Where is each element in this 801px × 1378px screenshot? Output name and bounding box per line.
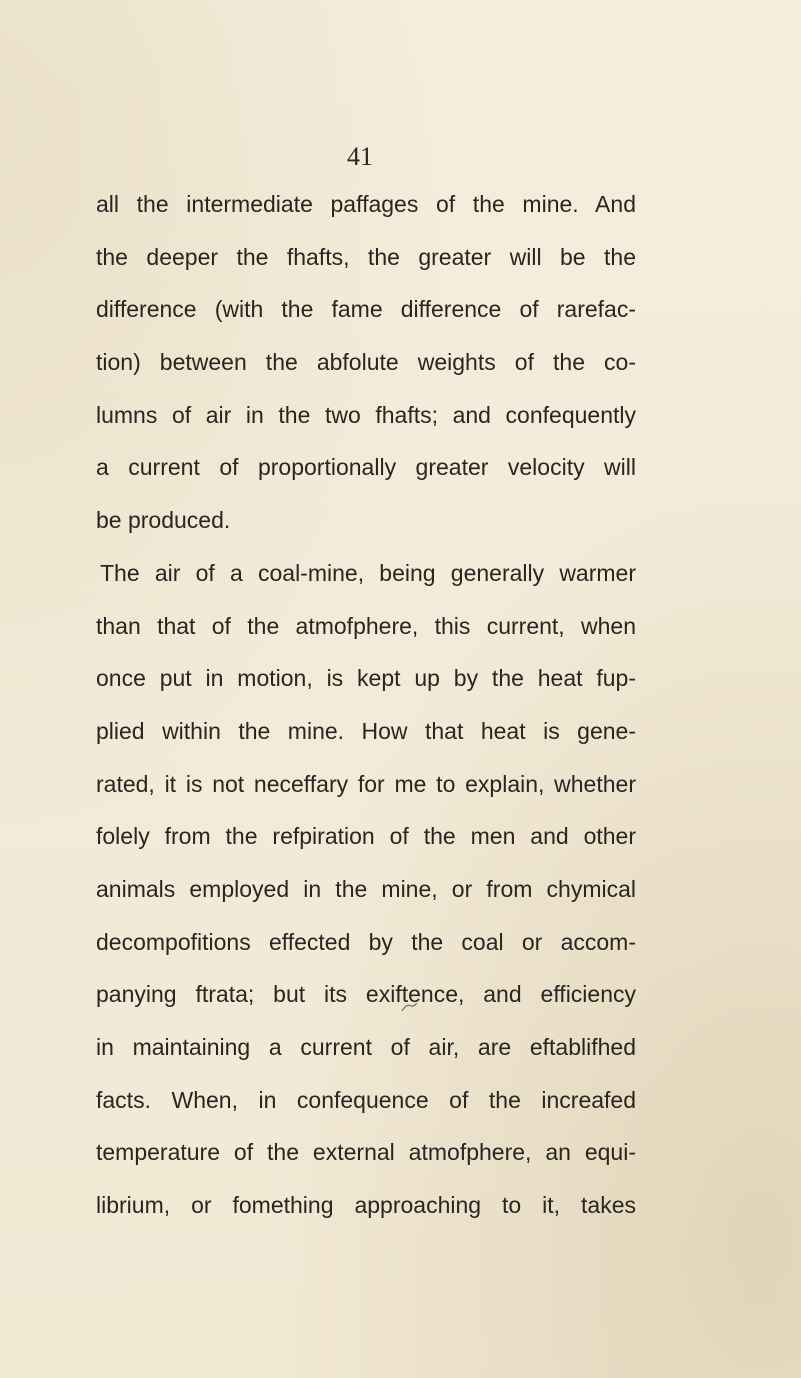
text-line: The air of a coal-mine, being generally warmer <box>100 559 636 586</box>
text-line: librium, or fomething approaching to it, takes <box>96 1192 636 1219</box>
text-line: difference (with the fame difference of rarefac- <box>96 296 636 323</box>
text-line: panying ftrata; but its exiftence, and efficiency <box>96 981 636 1008</box>
text-line: decompofitions effected by the coal or accom- <box>96 928 636 955</box>
text-line: facts. When, in confequence of the increafed <box>96 1086 636 1113</box>
text-line: all the intermediate paffages of the mine. And <box>96 191 636 217</box>
text-line: the deeper the fhafts, the greater will be the <box>96 243 636 270</box>
text-line: than that of the atmofphere, this current, when <box>96 612 636 639</box>
text-line: be produced. <box>96 507 231 534</box>
text-line: a current of proportionally greater velocity will <box>96 454 636 481</box>
ink-mark-icon <box>400 1000 420 1014</box>
text-line: temperature of the external atmofphere, an equi- <box>96 1139 636 1166</box>
text-line: tion) between the abfolute weights of the co- <box>96 349 636 376</box>
text-line: lumns of air in the two fhafts; and confequently <box>96 401 636 428</box>
text-line: plied within the mine. How that heat is gene- <box>96 717 636 744</box>
text-line: folely from the refpiration of the men and other <box>96 823 636 850</box>
text-line: once put in motion, is kept up by the heat fup- <box>96 665 636 692</box>
text-line: in maintaining a current of air, are eftablifhed <box>96 1034 636 1060</box>
text-line: rated, it is not neceffary for me to explain, whether <box>96 770 636 797</box>
body-text <box>96 178 636 1232</box>
page-number: 41 <box>347 142 373 171</box>
text-line: animals employed in the mine, or from chymical <box>96 875 636 902</box>
